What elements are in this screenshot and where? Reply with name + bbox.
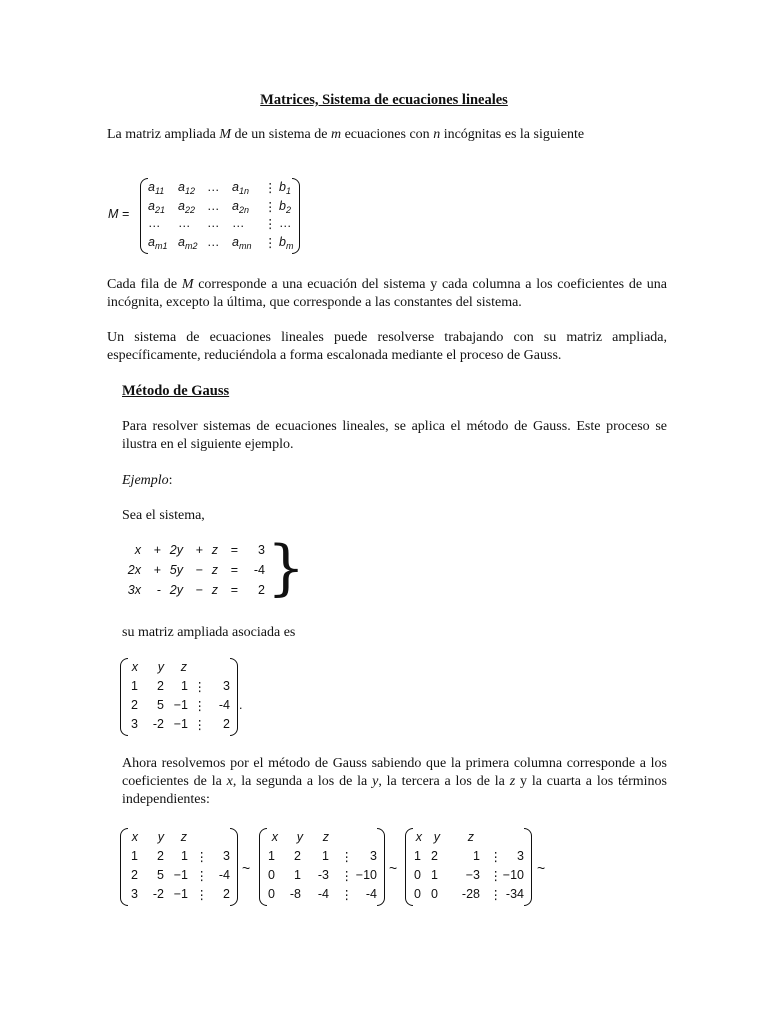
section-paragraph: Para resolver sistemas de ecuaciones lineales, se aplica el método de Gauss. Este proceso se ilustra en el siguiente ejemplo. — [122, 419, 667, 452]
matrix-entry: 1 — [414, 849, 421, 863]
step-matrix-1 — [120, 828, 238, 906]
var-x: x — [226, 774, 233, 789]
sea-text: Sea el sistema, — [122, 508, 205, 523]
matrix-entry: 5 — [157, 868, 164, 882]
equation-term: 2 — [258, 583, 265, 597]
matrix-entry: $a_{12}$ — [178, 180, 195, 196]
matrix-header: y — [433, 830, 440, 844]
equation-term: + — [153, 563, 161, 577]
intro-text: incógnitas es la siguiente — [440, 127, 585, 142]
equation-term: z — [211, 583, 218, 597]
matrix-entry: … — [279, 216, 292, 230]
equation-term: -4 — [253, 563, 265, 577]
matrix-entry: 2 — [223, 717, 230, 731]
matrix-entry: $a_{22}$ — [178, 199, 195, 215]
assoc-trailing-dot: . — [239, 698, 243, 712]
matrix-entry: ⋮ — [489, 850, 502, 864]
matrix-entry: −10 — [355, 868, 377, 882]
matrix-entry: … — [178, 216, 191, 230]
intro-paragraph — [107, 126, 667, 144]
matrix-entry: −1 — [173, 868, 188, 882]
matrix-entry: 1 — [473, 849, 480, 863]
matrix-entry: 3 — [131, 717, 138, 731]
matrix-header: z — [180, 660, 187, 674]
matrix-entry: -4 — [218, 698, 230, 712]
matrix-entry: … — [207, 235, 220, 249]
matrix-entry: -8 — [289, 887, 301, 901]
matrix-entry: -2 — [152, 887, 164, 901]
matrix-entry: 2 — [131, 698, 138, 712]
left-paren — [405, 828, 413, 906]
solve-text: y la cuarta a los términos independientes: — [122, 774, 668, 807]
var-M: M — [219, 127, 232, 142]
matrix-entry: −1 — [173, 887, 188, 901]
left-paren — [259, 828, 267, 906]
right-paren — [230, 828, 238, 906]
right-paren — [524, 828, 532, 906]
matrix-header: x — [131, 830, 138, 844]
matrix-entry: … — [207, 199, 220, 213]
var-M: M — [181, 277, 194, 292]
matrix-header: x — [271, 830, 278, 844]
matrix-entry: ⋮ — [264, 200, 277, 214]
rows-paragraph — [107, 276, 667, 312]
matrix-header: z — [322, 830, 329, 844]
matrix-entry: ⋮ — [195, 888, 208, 902]
assoc-matrix — [120, 658, 238, 736]
tilde-1: ~ — [242, 860, 251, 876]
matrix-entry: … — [148, 216, 161, 230]
equation-system — [118, 533, 306, 603]
matrix-entry: 2 — [294, 849, 301, 863]
equation-term: = — [230, 543, 238, 557]
matrix-entry: -3 — [317, 868, 329, 882]
equation-term: = — [230, 563, 238, 577]
matrix-entry: 1 — [294, 868, 301, 882]
equation-term: + — [153, 543, 161, 557]
matrix-entry: 1 — [131, 849, 138, 863]
left-paren — [120, 828, 128, 906]
matrix-entry: … — [207, 180, 220, 194]
var-m: m — [330, 127, 342, 142]
example-word: Ejemplo — [122, 473, 169, 488]
matrix-entry: ⋮ — [193, 718, 206, 732]
solve-text: Ahora resolvemos por el método de Gauss sabiendo que la primera columna corresponde a los coeficientes de la — [122, 756, 667, 789]
matrix-entry: 3 — [223, 849, 230, 863]
matrix-entry: 3 — [370, 849, 377, 863]
matrix-entry: ⋮ — [264, 181, 277, 195]
matrix-entry: 1 — [131, 679, 138, 693]
matrix-entry: ⋮ — [193, 699, 206, 713]
matrix-entry: 1 — [431, 868, 438, 882]
right-paren — [377, 828, 385, 906]
matrix-entry: -4 — [365, 887, 377, 901]
matrix-header: y — [157, 830, 164, 844]
gauss-paragraph: Un sistema de ecuaciones lineales puede resolverse trabajando con su matriz ampliada, específicamente, reduciéndola a forma escalonada mediante el proceso de Gauss. — [107, 330, 667, 363]
step-matrix-3 — [405, 828, 532, 906]
matrix-entry: -4 — [218, 868, 230, 882]
rows-text: Cada fila de — [107, 277, 182, 292]
intro-text: de un sistema de — [231, 127, 331, 142]
matrix-entry: ⋮ — [195, 869, 208, 883]
matrix-entry: … — [232, 216, 245, 230]
matrix-entry: 3 — [131, 887, 138, 901]
matrix-entry: -4 — [317, 887, 329, 901]
example-colon: : — [168, 473, 173, 488]
equation-term: - — [156, 583, 161, 597]
matrix-entry: 0 — [414, 887, 421, 901]
matrix-entry: ⋮ — [264, 217, 277, 231]
solve-text: , la tercera a los de la — [378, 774, 510, 789]
step-matrix-2 — [259, 828, 385, 906]
matrix-entry: 1 — [322, 849, 329, 863]
matrix-entry: ⋮ — [193, 680, 206, 694]
example-label — [122, 473, 173, 489]
matrix-entry: 2 — [157, 679, 164, 693]
equation-term: 2y — [169, 543, 183, 557]
matrix-entry: 0 — [268, 868, 275, 882]
left-paren — [140, 178, 148, 254]
matrix-entry: −1 — [173, 698, 188, 712]
m-matrix — [140, 178, 300, 254]
matrix-entry: $b_1$ — [279, 180, 291, 196]
matrix-entry: -34 — [505, 887, 524, 901]
matrix-entry: $b_m$ — [279, 235, 294, 251]
matrix-entry: ⋮ — [340, 850, 353, 864]
matrix-entry: ⋮ — [340, 869, 353, 883]
right-brace: } — [267, 533, 306, 603]
var-z: z — [509, 774, 516, 789]
matrix-entry: ⋮ — [340, 888, 353, 902]
matrix-header: x — [415, 830, 422, 844]
section-heading: Método de Gauss — [122, 383, 230, 399]
matrix-entry: 0 — [414, 868, 421, 882]
matrix-entry: 2 — [223, 887, 230, 901]
solve-text: , la segunda a los de la — [232, 774, 373, 789]
matrix-entry: 0 — [431, 887, 438, 901]
matrix-entry: 3 — [223, 679, 230, 693]
var-y: y — [372, 774, 379, 789]
equation-term: 5y — [169, 563, 183, 577]
page-title: Matrices, Sistema de ecuaciones lineales — [260, 92, 508, 108]
matrix-entry: $a_{mn}$ — [232, 235, 252, 251]
matrix-entry: … — [207, 216, 220, 230]
matrix-entry: 2 — [131, 868, 138, 882]
left-paren — [120, 658, 128, 736]
matrix-entry: 1 — [268, 849, 275, 863]
matrix-entry: -2 — [152, 717, 164, 731]
matrix-entry: ⋮ — [489, 888, 502, 902]
matrix-entry: 3 — [517, 849, 524, 863]
equation-term: = — [230, 583, 238, 597]
equation-term: 2x — [127, 563, 141, 577]
matrix-entry: 1 — [181, 679, 188, 693]
equation-term: x — [134, 543, 141, 557]
matrix-entry: 2 — [431, 849, 438, 863]
matrix-entry: $a_{m1}$ — [148, 235, 168, 251]
equation-term: − — [195, 583, 203, 597]
tilde-3: ~ — [537, 860, 546, 876]
matrix-entry: ⋮ — [489, 869, 502, 883]
matrix-entry: $a_{1n}$ — [232, 180, 249, 196]
matrix-entry: −10 — [502, 868, 524, 882]
matrix-header: y — [157, 660, 164, 674]
matrix-header: y — [296, 830, 303, 844]
equation-term: − — [195, 563, 203, 577]
rows-text: corresponde a una ecuación del sistema y cada columna a los coeficientes de una incógnita, excepto la última, que corresponde a las constantes del sistema. — [107, 277, 667, 310]
matrix-entry: 2 — [157, 849, 164, 863]
matrix-entry: 0 — [268, 887, 275, 901]
matrix-entry: −1 — [173, 717, 188, 731]
assoc-text: su matriz ampliada asociada es — [122, 625, 296, 640]
matrix-header: z — [180, 830, 187, 844]
equation-term: 2y — [169, 583, 183, 597]
solve-paragraph — [122, 755, 667, 809]
matrix-entry: 5 — [157, 698, 164, 712]
matrix-header: z — [467, 830, 474, 844]
equation-term: z — [211, 543, 218, 557]
var-n: n — [433, 127, 441, 142]
equation-term: z — [211, 563, 218, 577]
m-matrix-label: M = — [108, 207, 130, 221]
matrix-entry: −3 — [465, 868, 480, 882]
matrix-header: x — [131, 660, 138, 674]
matrix-entry: ⋮ — [264, 236, 277, 250]
equation-term: 3x — [127, 583, 141, 597]
matrix-entry: $b_2$ — [279, 199, 291, 215]
matrix-entry: $a_{21}$ — [148, 199, 165, 215]
matrix-entry: 1 — [181, 849, 188, 863]
intro-text: ecuaciones con — [341, 127, 434, 142]
intro-text: La matriz ampliada — [107, 127, 220, 142]
matrix-entry: -28 — [461, 887, 480, 901]
equation-term: 3 — [258, 543, 265, 557]
right-paren — [230, 658, 238, 736]
matrix-entry: $a_{11}$ — [148, 180, 165, 196]
tilde-2: ~ — [389, 860, 398, 876]
matrix-entry: $a_{m2}$ — [178, 235, 198, 251]
equation-term: + — [195, 543, 203, 557]
matrix-entry: ⋮ — [195, 850, 208, 864]
matrix-entry: $a_{2n}$ — [232, 199, 249, 215]
